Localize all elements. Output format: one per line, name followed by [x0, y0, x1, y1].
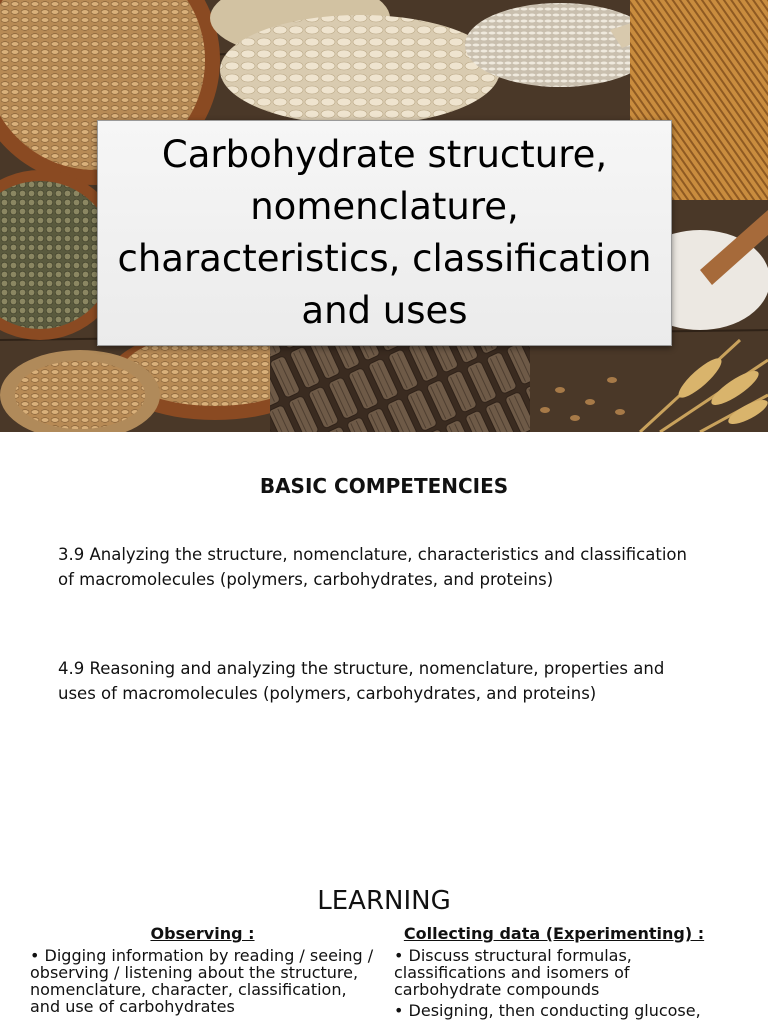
competencies-slide	[0, 432, 768, 862]
slide-title: Carbohydrate structure, nomenclature, characteristics, classification and uses	[117, 133, 652, 332]
observing-bullet: • Digging information by reading / seeing / observing / listening about the structure, nomenclature, character, classification, and use of carbohydrates	[30, 946, 374, 1016]
competency-item: 4.9 Reasoning and analyzing the structure, nomenclature, properties and uses of macromolecules (polymers, carbohydrates, and proteins)	[58, 659, 665, 703]
observing-heading: Observing :	[150, 924, 255, 943]
collecting-heading: Collecting data (Experimenting) :	[403, 924, 705, 943]
collecting-bullet: • Designing, then conducting glucose,	[394, 1001, 701, 1020]
collecting-bullet: • Discuss structural formulas, classifications and isomers of carbohydrate compounds	[394, 946, 632, 999]
learning-heading: LEARNING	[317, 886, 451, 916]
title-box	[97, 120, 672, 346]
competencies-heading: BASIC COMPETENCIES	[259, 474, 509, 498]
collecting-column	[394, 924, 739, 1023]
competency-item: 3.9 Analyzing the structure, nomenclature, characteristics and classification of macromolecules (polymers, carbohydrates, and proteins)	[58, 545, 687, 589]
learning-slide	[0, 862, 768, 1024]
observing-column	[30, 924, 375, 1019]
hero-banner	[0, 0, 768, 432]
